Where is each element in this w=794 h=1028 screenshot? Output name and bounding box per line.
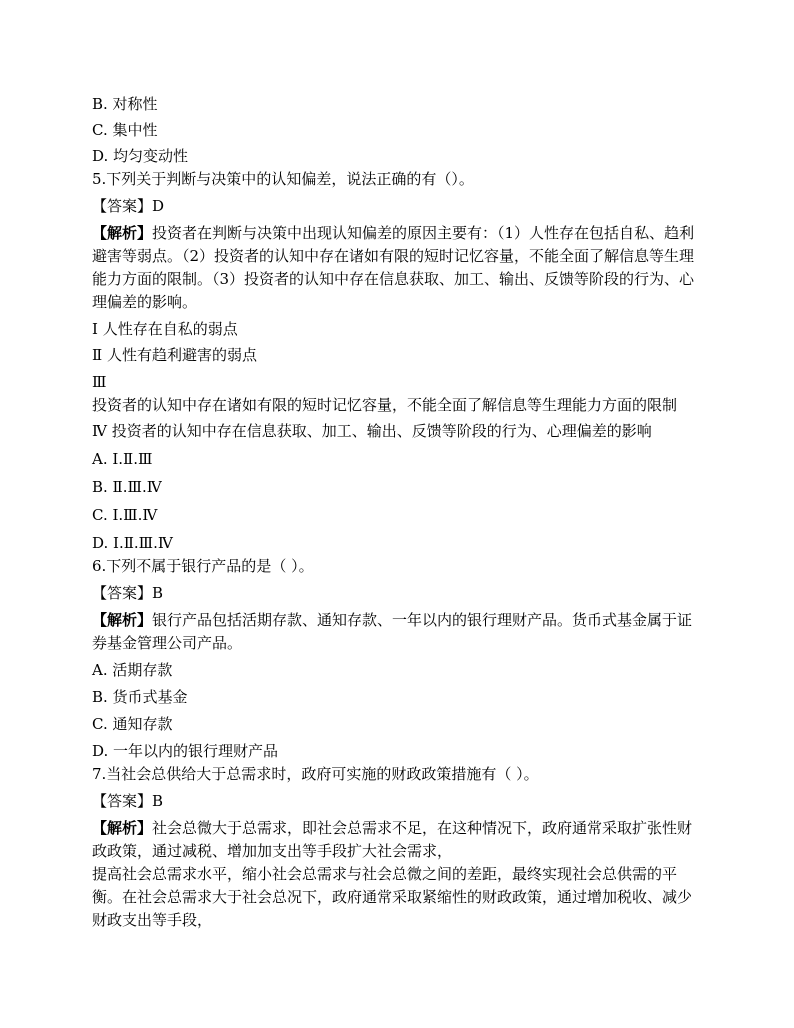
q5-question: 5.下列关于判断与决策中的认知偏差，说法正确的有（）。	[92, 170, 474, 188]
q5-item-ii: Ⅱ 人性有趋利避害的弱点	[92, 346, 257, 364]
q5-item-i: Ⅰ 人性存在自私的弱点	[92, 320, 238, 338]
analysis-tag: 【解析】	[92, 819, 153, 837]
q4-option-c: C. 集中性	[92, 121, 158, 139]
q7-answer: 【答案】B	[92, 792, 164, 810]
q5-item-iii-label: Ⅲ	[92, 373, 107, 391]
q5-analysis-text: 投资者在判断与决策中出现认知偏差的原因主要有：（1）人性存在包括自私、趋利避害等弱点。（2）投资者的认知中存在诸如有限的短时记忆容量，不能全面了解信息等生理能力方面的限制。（3）投资者的认知中存在信息获取、加工、输出、反馈等阶段的行为、心理偏差的影响。	[92, 224, 695, 311]
q6-option-d: D. 一年以内的银行理财产品	[92, 742, 279, 760]
q5-analysis	[92, 222, 704, 314]
q6-option-c: C. 通知存款	[92, 715, 173, 733]
q6-analysis	[92, 609, 704, 655]
analysis-tag: 【解析】	[92, 611, 153, 629]
q6-answer: 【答案】B	[92, 584, 164, 602]
q7-analysis	[92, 817, 704, 863]
q6-question: 6.下列不属于银行产品的是（ ）。	[92, 557, 314, 575]
q5-option-c: C. Ⅰ.Ⅲ.Ⅳ	[92, 506, 158, 524]
q6-option-a: A. 活期存款	[92, 661, 173, 679]
q7-question: 7.当社会总供给大于总需求时，政府可实施的财政政策措施有（ ）。	[92, 765, 539, 783]
document-body	[92, 93, 704, 932]
analysis-tag: 【解析】	[92, 224, 153, 242]
q7-analysis-text-2: 提高社会总需求水平，缩小社会总需求与社会总微之间的差距，最终实现社会总供需的平衡。在社会总需求大于社会总况下，政府通常采取紧缩性的财政政策，通过增加税收、减少财政支出等手段，	[92, 865, 693, 929]
q5-option-a: A. Ⅰ.Ⅱ.Ⅲ	[92, 450, 153, 468]
q6-option-b: B. 货币式基金	[92, 688, 188, 706]
q5-option-d: D. Ⅰ.Ⅱ.Ⅲ.Ⅳ	[92, 534, 173, 552]
q5-answer: 【答案】D	[92, 197, 165, 215]
q5-item-iv: Ⅳ 投资者的认知中存在信息获取、加工、输出、反馈等阶段的行为、心理偏差的影响	[92, 422, 652, 440]
q6-analysis-text: 银行产品包括活期存款、通知存款、一年以内的银行理财产品。货币式基金属于证券基金管理公司产品。	[92, 611, 693, 652]
q4-option-d: D. 均匀变动性	[92, 147, 189, 165]
q5-option-b: B. Ⅱ.Ⅲ.Ⅳ	[92, 478, 162, 496]
q4-option-b: B. 对称性	[92, 95, 158, 113]
q7-analysis-cont	[92, 863, 704, 932]
q7-analysis-text-1: 社会总微大于总需求，即社会总需求不足，在这种情况下，政府通常采取扩张性财政政策，通过减税、增加加支出等手段扩大社会需求，	[92, 819, 693, 860]
q5-item-iii-text: 投资者的认知中存在诸如有限的短时记忆容量，不能全面了解信息等生理能力方面的限制	[92, 396, 678, 414]
